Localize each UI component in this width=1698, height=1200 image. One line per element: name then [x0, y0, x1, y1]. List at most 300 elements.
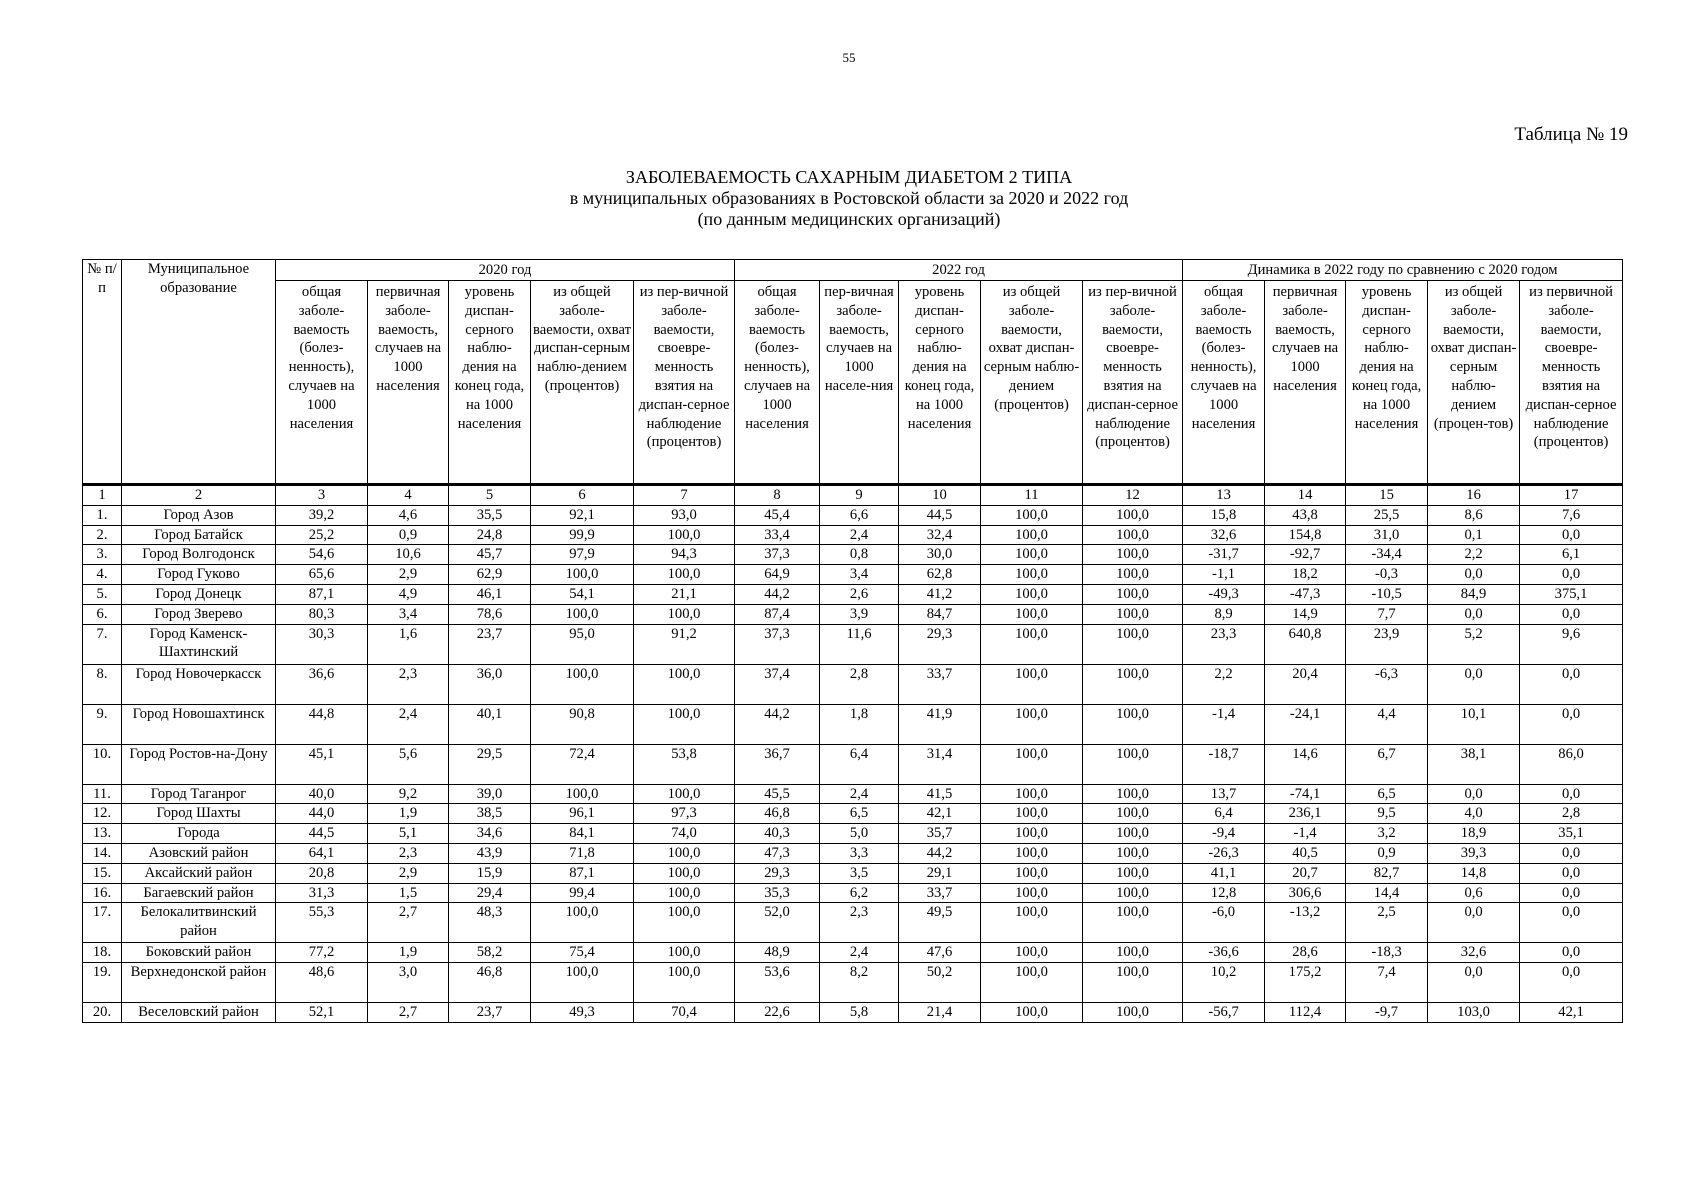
- value-cell: -10,5: [1346, 584, 1428, 604]
- municipality-name: Город Батайск: [122, 525, 276, 545]
- column-number: 11: [981, 485, 1083, 506]
- value-cell: 3,9: [820, 604, 899, 624]
- value-cell: 2,8: [1520, 804, 1623, 824]
- value-cell: 640,8: [1265, 624, 1346, 664]
- column-number: 4: [368, 485, 449, 506]
- value-cell: 41,9: [899, 704, 981, 744]
- value-cell: 100,0: [981, 584, 1083, 604]
- value-cell: 4,6: [368, 505, 449, 525]
- value-cell: 53,8: [634, 744, 735, 784]
- value-cell: 2,4: [368, 704, 449, 744]
- value-cell: -56,7: [1183, 1003, 1265, 1023]
- value-cell: 45,5: [735, 784, 820, 804]
- value-cell: 0,0: [1520, 704, 1623, 744]
- value-cell: 30,3: [276, 624, 368, 664]
- table-row: [83, 565, 1623, 585]
- value-cell: 37,3: [735, 545, 820, 565]
- municipality-name: Город Новочеркасск: [122, 664, 276, 704]
- value-cell: 100,0: [1083, 943, 1183, 963]
- value-cell: 21,4: [899, 1003, 981, 1023]
- value-cell: 7,4: [1346, 963, 1428, 1003]
- header-row-number: № п/п: [83, 260, 122, 485]
- value-cell: 3,4: [368, 604, 449, 624]
- value-cell: 100,0: [634, 903, 735, 943]
- value-cell: 5,0: [820, 824, 899, 844]
- value-cell: 100,0: [1083, 824, 1183, 844]
- value-cell: 1,5: [368, 883, 449, 903]
- value-cell: 34,6: [449, 824, 531, 844]
- title-line-2: в муниципальных образованиях в Ростовской области за 2020 и 2022 год: [569, 188, 1129, 208]
- value-cell: 97,9: [531, 545, 634, 565]
- value-cell: -26,3: [1183, 843, 1265, 863]
- value-cell: 29,1: [899, 863, 981, 883]
- municipality-name: Аксайский район: [122, 863, 276, 883]
- value-cell: 100,0: [531, 664, 634, 704]
- value-cell: 0,0: [1428, 604, 1520, 624]
- value-cell: 29,3: [899, 624, 981, 664]
- value-cell: 23,7: [449, 624, 531, 664]
- table-row: [83, 584, 1623, 604]
- value-cell: 100,0: [1083, 804, 1183, 824]
- column-number: 12: [1083, 485, 1183, 506]
- table-row: [83, 545, 1623, 565]
- value-cell: 236,1: [1265, 804, 1346, 824]
- value-cell: 100,0: [981, 525, 1083, 545]
- value-cell: -24,1: [1265, 704, 1346, 744]
- value-cell: 0,0: [1428, 565, 1520, 585]
- municipality-name: Боковский район: [122, 943, 276, 963]
- value-cell: 1,6: [368, 624, 449, 664]
- value-cell: -9,4: [1183, 824, 1265, 844]
- municipality-name: Город Новошахтинск: [122, 704, 276, 744]
- value-cell: 40,1: [449, 704, 531, 744]
- row-number: 3.: [83, 545, 122, 565]
- header-group-dynamics: Динамика в 2022 году по сравнению с 2020 годом: [1183, 260, 1623, 281]
- value-cell: 43,9: [449, 843, 531, 863]
- value-cell: 100,0: [1083, 863, 1183, 883]
- value-cell: 100,0: [1083, 883, 1183, 903]
- value-cell: 41,1: [1183, 863, 1265, 883]
- value-cell: 100,0: [531, 565, 634, 585]
- value-cell: 35,7: [899, 824, 981, 844]
- value-cell: 32,6: [1183, 525, 1265, 545]
- value-cell: 100,0: [634, 704, 735, 744]
- header-2020-total: общая заболе-ваемость (болез-ненность), случаев на 1000 населения: [276, 281, 368, 485]
- value-cell: 36,6: [276, 664, 368, 704]
- value-cell: 14,8: [1428, 863, 1520, 883]
- value-cell: 35,5: [449, 505, 531, 525]
- value-cell: 175,2: [1265, 963, 1346, 1003]
- value-cell: 5,2: [1428, 624, 1520, 664]
- value-cell: 84,7: [899, 604, 981, 624]
- value-cell: 100,0: [1083, 843, 1183, 863]
- value-cell: 94,3: [634, 545, 735, 565]
- header-group-2020: 2020 год: [276, 260, 735, 281]
- value-cell: 100,0: [981, 824, 1083, 844]
- morbidity-table: [82, 259, 1623, 1023]
- value-cell: 1,9: [368, 943, 449, 963]
- value-cell: 14,4: [1346, 883, 1428, 903]
- header-dynamics-coverage: из общей заболе-ваемости, охват диспан-серным наблю-дением (процен-тов): [1428, 281, 1520, 485]
- value-cell: 44,8: [276, 704, 368, 744]
- value-cell: 100,0: [1083, 1003, 1183, 1023]
- header-dynamics-timeliness: из первичной заболе-ваемости, своевре-менность взятия на диспан-серное наблюдение (процентов): [1520, 281, 1623, 485]
- value-cell: 20,8: [276, 863, 368, 883]
- value-cell: 0,0: [1428, 664, 1520, 704]
- value-cell: 100,0: [634, 784, 735, 804]
- value-cell: -0,3: [1346, 565, 1428, 585]
- value-cell: 11,6: [820, 624, 899, 664]
- value-cell: 86,0: [1520, 744, 1623, 784]
- value-cell: 100,0: [1083, 584, 1183, 604]
- value-cell: 100,0: [531, 963, 634, 1003]
- value-cell: 0,0: [1520, 943, 1623, 963]
- table-row: [83, 903, 1623, 943]
- value-cell: 6,1: [1520, 545, 1623, 565]
- value-cell: 45,4: [735, 505, 820, 525]
- column-number: 3: [276, 485, 368, 506]
- value-cell: 100,0: [634, 604, 735, 624]
- value-cell: 12,8: [1183, 883, 1265, 903]
- value-cell: 100,0: [634, 943, 735, 963]
- value-cell: 100,0: [981, 804, 1083, 824]
- value-cell: 36,0: [449, 664, 531, 704]
- value-cell: 0,0: [1520, 843, 1623, 863]
- value-cell: 97,3: [634, 804, 735, 824]
- row-number: 1.: [83, 505, 122, 525]
- municipality-name: Азовский район: [122, 843, 276, 863]
- value-cell: 33,7: [899, 664, 981, 704]
- value-cell: 1,9: [368, 804, 449, 824]
- value-cell: 100,0: [634, 664, 735, 704]
- table-row: [83, 804, 1623, 824]
- value-cell: 100,0: [531, 784, 634, 804]
- value-cell: 44,2: [735, 584, 820, 604]
- municipality-name: Города: [122, 824, 276, 844]
- row-number: 20.: [83, 1003, 122, 1023]
- value-cell: 3,4: [820, 565, 899, 585]
- value-cell: 41,5: [899, 784, 981, 804]
- value-cell: 14,9: [1265, 604, 1346, 624]
- value-cell: 112,4: [1265, 1003, 1346, 1023]
- value-cell: 77,2: [276, 943, 368, 963]
- value-cell: 0,0: [1520, 963, 1623, 1003]
- value-cell: 43,8: [1265, 505, 1346, 525]
- header-2022-total: общая заболе-ваемость (болез-ненность), случаев на 1000 населения: [735, 281, 820, 485]
- table-row: [83, 664, 1623, 704]
- value-cell: 46,8: [735, 804, 820, 824]
- value-cell: 9,6: [1520, 624, 1623, 664]
- column-number: 1: [83, 485, 122, 506]
- value-cell: 62,9: [449, 565, 531, 585]
- municipality-name: Город Каменск-Шахтинский: [122, 624, 276, 664]
- value-cell: 4,9: [368, 584, 449, 604]
- value-cell: 53,6: [735, 963, 820, 1003]
- value-cell: 87,4: [735, 604, 820, 624]
- value-cell: 38,1: [1428, 744, 1520, 784]
- value-cell: 20,4: [1265, 664, 1346, 704]
- value-cell: -74,1: [1265, 784, 1346, 804]
- value-cell: 100,0: [1083, 704, 1183, 744]
- value-cell: 44,2: [899, 843, 981, 863]
- value-cell: 49,3: [531, 1003, 634, 1023]
- value-cell: 37,3: [735, 624, 820, 664]
- value-cell: -36,6: [1183, 943, 1265, 963]
- value-cell: 100,0: [981, 704, 1083, 744]
- column-numbers-row: [83, 485, 1623, 506]
- value-cell: 100,0: [531, 903, 634, 943]
- value-cell: 100,0: [634, 843, 735, 863]
- column-number: 17: [1520, 485, 1623, 506]
- header-2020-dispensary-level: уровень диспан-серного наблю-дения на конец года, на 1000 населения: [449, 281, 531, 485]
- header-dynamics-total: общая заболе-ваемость (болез-ненность), случаев на 1000 населения: [1183, 281, 1265, 485]
- value-cell: 100,0: [1083, 624, 1183, 664]
- value-cell: 50,2: [899, 963, 981, 1003]
- value-cell: 2,5: [1346, 903, 1428, 943]
- value-cell: 0,0: [1520, 525, 1623, 545]
- value-cell: 100,0: [981, 843, 1083, 863]
- value-cell: 84,9: [1428, 584, 1520, 604]
- value-cell: 100,0: [634, 525, 735, 545]
- value-cell: 40,0: [276, 784, 368, 804]
- municipality-name: Веселовский район: [122, 1003, 276, 1023]
- row-number: 11.: [83, 784, 122, 804]
- value-cell: 6,4: [1183, 804, 1265, 824]
- value-cell: 2,8: [820, 664, 899, 704]
- value-cell: 2,4: [820, 784, 899, 804]
- value-cell: 3,3: [820, 843, 899, 863]
- table-row: [83, 883, 1623, 903]
- column-number: 16: [1428, 485, 1520, 506]
- value-cell: 8,6: [1428, 505, 1520, 525]
- value-cell: 62,8: [899, 565, 981, 585]
- value-cell: 99,4: [531, 883, 634, 903]
- row-number: 17.: [83, 903, 122, 943]
- row-number: 2.: [83, 525, 122, 545]
- row-number: 7.: [83, 624, 122, 664]
- value-cell: 0,6: [1428, 883, 1520, 903]
- value-cell: 2,9: [368, 863, 449, 883]
- value-cell: 0,9: [1346, 843, 1428, 863]
- value-cell: 71,8: [531, 843, 634, 863]
- value-cell: 52,0: [735, 903, 820, 943]
- value-cell: 36,7: [735, 744, 820, 784]
- header-2022-primary: пер-вичная заболе-ваемость, случаев на 1000 населе-ния: [820, 281, 899, 485]
- value-cell: 58,2: [449, 943, 531, 963]
- value-cell: 40,3: [735, 824, 820, 844]
- value-cell: 32,6: [1428, 943, 1520, 963]
- value-cell: -1,1: [1183, 565, 1265, 585]
- table-row: [83, 863, 1623, 883]
- value-cell: 100,0: [634, 863, 735, 883]
- header-2022-dispensary-level: уровень диспан-серного наблю-дения на конец года, на 1000 населения: [899, 281, 981, 485]
- value-cell: 14,6: [1265, 744, 1346, 784]
- value-cell: 13,7: [1183, 784, 1265, 804]
- value-cell: 48,9: [735, 943, 820, 963]
- value-cell: 2,2: [1183, 664, 1265, 704]
- value-cell: 91,2: [634, 624, 735, 664]
- value-cell: 9,5: [1346, 804, 1428, 824]
- municipality-name: Город Донецк: [122, 584, 276, 604]
- value-cell: 18,9: [1428, 824, 1520, 844]
- value-cell: 23,9: [1346, 624, 1428, 664]
- value-cell: 8,9: [1183, 604, 1265, 624]
- value-cell: 100,0: [1083, 963, 1183, 1003]
- value-cell: 3,0: [368, 963, 449, 1003]
- row-number: 10.: [83, 744, 122, 784]
- header-group-2022: 2022 год: [735, 260, 1183, 281]
- value-cell: 100,0: [981, 963, 1083, 1003]
- table-row: [83, 943, 1623, 963]
- value-cell: 6,4: [820, 744, 899, 784]
- header-dynamics-dispensary-level: уровень диспан-серного наблю-дения на конец года, на 1000 населения: [1346, 281, 1428, 485]
- row-number: 16.: [83, 883, 122, 903]
- municipality-name: Город Шахты: [122, 804, 276, 824]
- value-cell: 0,0: [1520, 903, 1623, 943]
- value-cell: 18,2: [1265, 565, 1346, 585]
- value-cell: 0,0: [1520, 664, 1623, 704]
- value-cell: 2,3: [368, 843, 449, 863]
- value-cell: 6,7: [1346, 744, 1428, 784]
- row-number: 4.: [83, 565, 122, 585]
- row-number: 19.: [83, 963, 122, 1003]
- value-cell: 29,3: [735, 863, 820, 883]
- value-cell: 21,1: [634, 584, 735, 604]
- municipality-name: Багаевский район: [122, 883, 276, 903]
- value-cell: -31,7: [1183, 545, 1265, 565]
- table-title: [0, 167, 1698, 230]
- value-cell: 6,5: [1346, 784, 1428, 804]
- value-cell: 100,0: [634, 565, 735, 585]
- value-cell: 0,0: [1520, 784, 1623, 804]
- value-cell: 44,5: [276, 824, 368, 844]
- value-cell: 64,9: [735, 565, 820, 585]
- value-cell: 72,4: [531, 744, 634, 784]
- column-number: 10: [899, 485, 981, 506]
- value-cell: 2,3: [368, 664, 449, 704]
- value-cell: 100,0: [981, 505, 1083, 525]
- value-cell: 2,3: [820, 903, 899, 943]
- value-cell: 306,6: [1265, 883, 1346, 903]
- row-number: 15.: [83, 863, 122, 883]
- value-cell: 0,0: [1520, 883, 1623, 903]
- header-2022-coverage: из общей заболе-ваемости, охват диспан-серным наблю-дением (процентов): [981, 281, 1083, 485]
- value-cell: -13,2: [1265, 903, 1346, 943]
- value-cell: 10,2: [1183, 963, 1265, 1003]
- value-cell: 0,0: [1520, 604, 1623, 624]
- value-cell: 6,5: [820, 804, 899, 824]
- value-cell: 2,4: [820, 943, 899, 963]
- row-number: 13.: [83, 824, 122, 844]
- table-number: Таблица № 19: [1514, 124, 1628, 145]
- column-number: 7: [634, 485, 735, 506]
- value-cell: 100,0: [981, 624, 1083, 664]
- value-cell: -34,4: [1346, 545, 1428, 565]
- value-cell: 28,6: [1265, 943, 1346, 963]
- column-number: 2: [122, 485, 276, 506]
- value-cell: 2,7: [368, 903, 449, 943]
- column-number: 9: [820, 485, 899, 506]
- header-2020-primary: первичная заболе-ваемость, случаев на 1000 населения: [368, 281, 449, 485]
- table-header: [83, 260, 1623, 506]
- column-number: 8: [735, 485, 820, 506]
- value-cell: 39,0: [449, 784, 531, 804]
- value-cell: 90,8: [531, 704, 634, 744]
- value-cell: 37,4: [735, 664, 820, 704]
- value-cell: 100,0: [1083, 903, 1183, 943]
- value-cell: 33,7: [899, 883, 981, 903]
- row-number: 14.: [83, 843, 122, 863]
- value-cell: 39,2: [276, 505, 368, 525]
- value-cell: 46,8: [449, 963, 531, 1003]
- value-cell: 15,8: [1183, 505, 1265, 525]
- value-cell: 78,6: [449, 604, 531, 624]
- value-cell: 24,8: [449, 525, 531, 545]
- header-municipality: Муниципальное образование: [122, 260, 276, 485]
- value-cell: 22,6: [735, 1003, 820, 1023]
- value-cell: 48,6: [276, 963, 368, 1003]
- column-number: 15: [1346, 485, 1428, 506]
- value-cell: 54,1: [531, 584, 634, 604]
- table-row: [83, 963, 1623, 1003]
- value-cell: -49,3: [1183, 584, 1265, 604]
- value-cell: 44,2: [735, 704, 820, 744]
- header-dynamics-primary: первичная заболе-ваемость, случаев на 1000 населения: [1265, 281, 1346, 485]
- value-cell: 99,9: [531, 525, 634, 545]
- value-cell: 35,1: [1520, 824, 1623, 844]
- value-cell: 30,0: [899, 545, 981, 565]
- value-cell: 100,0: [981, 565, 1083, 585]
- value-cell: 6,2: [820, 883, 899, 903]
- value-cell: 103,0: [1428, 1003, 1520, 1023]
- table-body: [83, 505, 1623, 1022]
- value-cell: 9,2: [368, 784, 449, 804]
- value-cell: -6,0: [1183, 903, 1265, 943]
- column-number: 13: [1183, 485, 1265, 506]
- value-cell: 65,6: [276, 565, 368, 585]
- value-cell: 100,0: [1083, 604, 1183, 624]
- value-cell: 42,1: [1520, 1003, 1623, 1023]
- value-cell: 0,8: [820, 545, 899, 565]
- value-cell: 23,7: [449, 1003, 531, 1023]
- value-cell: -18,7: [1183, 744, 1265, 784]
- value-cell: 154,8: [1265, 525, 1346, 545]
- value-cell: 54,6: [276, 545, 368, 565]
- value-cell: 84,1: [531, 824, 634, 844]
- title-line-3: (по данным медицинских организаций): [697, 209, 1001, 229]
- value-cell: 32,4: [899, 525, 981, 545]
- value-cell: -1,4: [1183, 704, 1265, 744]
- value-cell: 100,0: [981, 1003, 1083, 1023]
- value-cell: 2,9: [368, 565, 449, 585]
- value-cell: -47,3: [1265, 584, 1346, 604]
- value-cell: 1,8: [820, 704, 899, 744]
- table-row: [83, 525, 1623, 545]
- value-cell: -92,7: [1265, 545, 1346, 565]
- value-cell: 23,3: [1183, 624, 1265, 664]
- value-cell: 33,4: [735, 525, 820, 545]
- value-cell: 95,0: [531, 624, 634, 664]
- table-row: [83, 505, 1623, 525]
- value-cell: 5,8: [820, 1003, 899, 1023]
- value-cell: 55,3: [276, 903, 368, 943]
- value-cell: 47,6: [899, 943, 981, 963]
- row-number: 8.: [83, 664, 122, 704]
- value-cell: 0,0: [1520, 565, 1623, 585]
- value-cell: 100,0: [1083, 545, 1183, 565]
- value-cell: 100,0: [1083, 525, 1183, 545]
- value-cell: 31,4: [899, 744, 981, 784]
